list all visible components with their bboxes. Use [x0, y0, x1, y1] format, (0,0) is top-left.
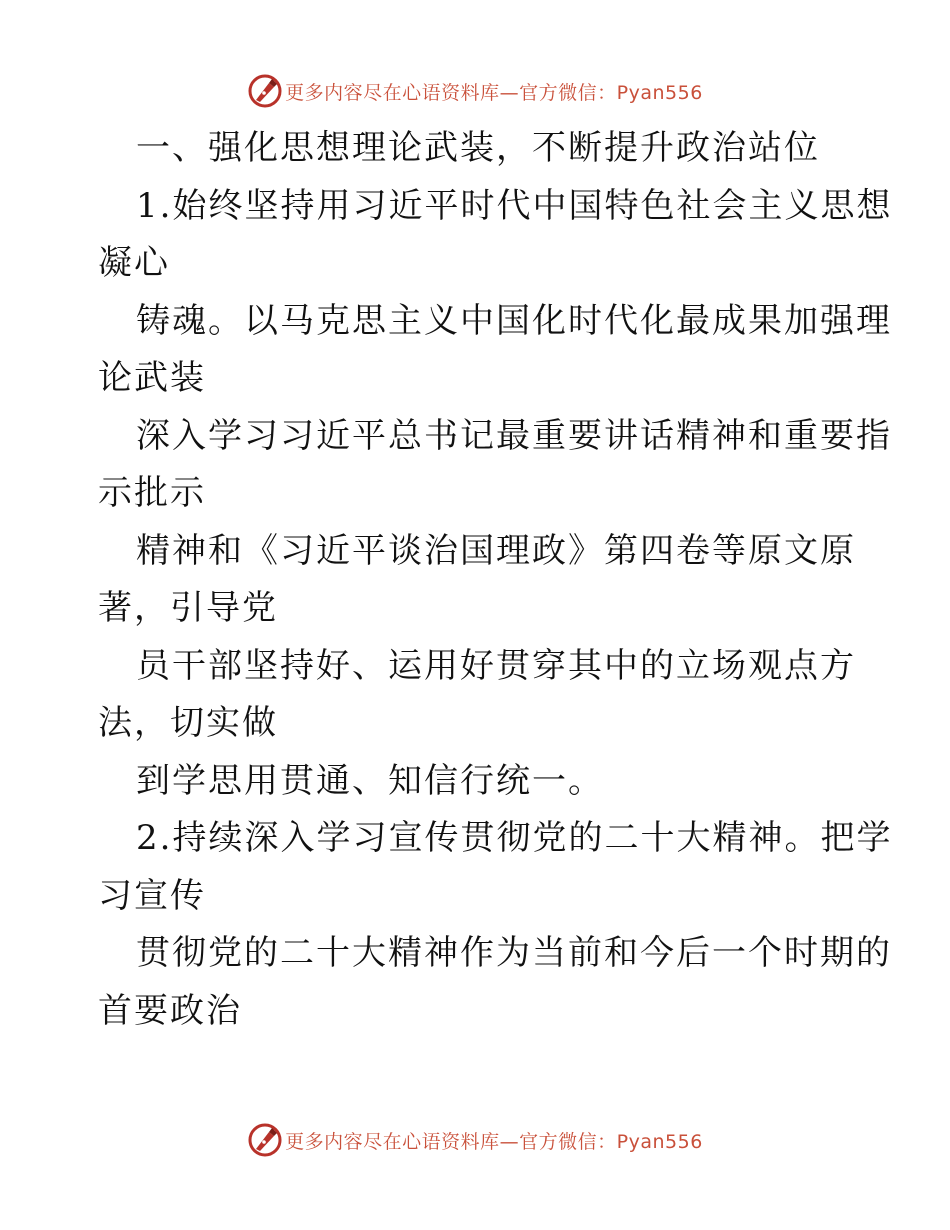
paragraph-line: 凝心 — [98, 243, 170, 283]
footer-banner — [0, 1120, 950, 1160]
paragraph-line: 到学思用贯通、知信行统一。 — [136, 760, 604, 801]
paragraph-line: 精神和《习近平谈治国理政》第四卷等原文原 — [136, 530, 856, 571]
paragraph-line: 论武装 — [98, 358, 206, 398]
paragraph-line: 2.持续深入学习宣传贯彻党的二十大精神。把学 — [136, 818, 893, 858]
paragraph-line: 铸魂。以马克思主义中国化时代化最成果加强理 — [136, 300, 892, 341]
paragraph-line: 深入学习习近平总书记最重要讲话精神和重要指 — [136, 415, 892, 456]
header-banner — [0, 71, 950, 111]
header-banner-text: 更多内容尽在心语资料库—官方微信：Pyan556 — [285, 81, 703, 104]
paragraph-line: 贯彻党的二十大精神作为当前和今后一个时期的 — [136, 933, 892, 973]
pen-nib-logo-icon — [247, 1122, 283, 1158]
paragraph-line: 员干部坚持好、运用好贯穿其中的立场观点方 — [136, 645, 856, 686]
pen-nib-logo-icon — [247, 73, 283, 109]
section-heading: 一、强化思想理论武装，不断提升政治站位 — [136, 128, 820, 168]
paragraph-line: 习宣传 — [98, 875, 206, 916]
paragraph-line: 示批示 — [98, 473, 206, 513]
document-body — [98, 120, 893, 1040]
paragraph-line: 著，引导党 — [98, 588, 278, 628]
paragraph-line: 1.始终坚持用习近平时代中国特色社会主义思想 — [136, 185, 893, 226]
paragraph-line: 首要政治 — [98, 990, 242, 1031]
footer-banner-text: 更多内容尽在心语资料库—官方微信：Pyan556 — [285, 1130, 703, 1153]
paragraph-line: 法，切实做 — [98, 703, 278, 743]
